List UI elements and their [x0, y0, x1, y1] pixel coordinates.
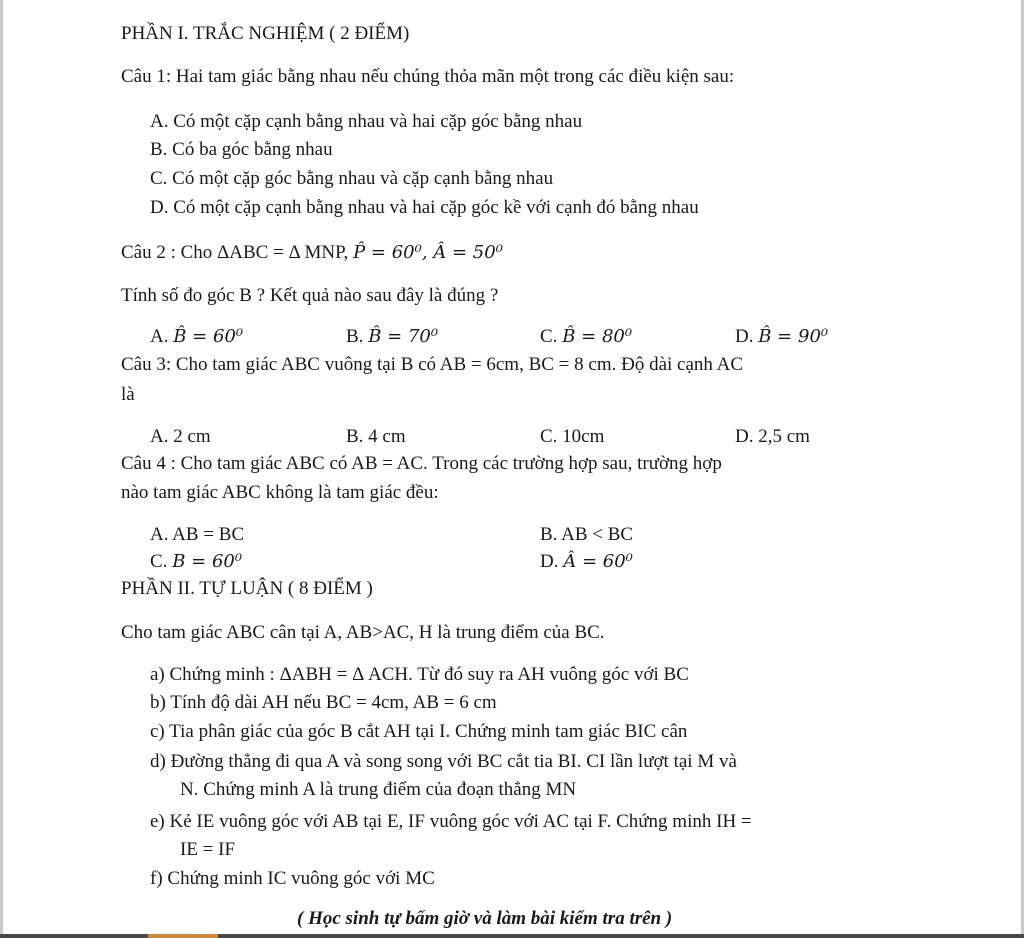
q1-option-b: B. Có ba góc bằng nhau — [150, 139, 333, 160]
q4-option-a: A. AB = BC — [150, 524, 245, 545]
part2-item-e: e) Kẻ IE vuông góc với AB tại E, IF vuông góc với AC tại F. Chứng minh IH = — [150, 811, 752, 832]
page-left-edge — [0, 0, 3, 938]
q4-option-c-letter: C. — [150, 551, 173, 572]
part2-item-c: c) Tia phân giác của góc B cắt AH tại I. Chứng minh tam giác BIC cân — [150, 721, 688, 742]
q4-option-d-math: Â = 60⁰ — [563, 551, 633, 572]
q1-stem: Câu 1: Hai tam giác bằng nhau nếu chúng thỏa mãn một trong các điều kiện sau: — [121, 66, 735, 87]
part2-item-e-continued: IE = IF — [180, 839, 236, 860]
footer-note: ( Học sinh tự bấm giờ và làm bài kiểm tra trên ) — [297, 908, 673, 929]
q1-option-a: A. Có một cặp cạnh bằng nhau và hai cặp góc bằng nhau — [150, 111, 583, 132]
q3-stem-line2: là — [121, 384, 135, 405]
q4-stem-line1: Câu 4 : Cho tam giác ABC có AB = AC. Trong các trường hợp sau, trường hợp — [121, 453, 722, 474]
q2-option-d — [735, 325, 828, 349]
q2-option-a-letter: A. — [150, 326, 174, 347]
q3-option-b: B. 4 cm — [346, 426, 406, 447]
q3-stem-line1: Câu 3: Cho tam giác ABC vuông tại B có AB = 6cm, BC = 8 cm. Độ dài cạnh AC — [121, 354, 743, 375]
part1-heading: PHẦN I. TRẮC NGHIỆM ( 2 ĐIỂM) — [121, 23, 410, 44]
part2-item-f: f) Chứng minh IC vuông góc với MC — [150, 868, 435, 889]
part2-item-d-continued: N. Chứng minh A là trung điểm của đoạn thẳng MN — [180, 779, 577, 800]
part2-item-d: d) Đường thẳng đi qua A và song song với BC cắt tia BI. CI lần lượt tại M và — [150, 751, 737, 772]
viewer-bottom-accent — [148, 934, 218, 938]
q2-question: Tính số đo góc B ? Kết quả nào sau đây là đúng ? — [121, 285, 499, 306]
q3-option-a: A. 2 cm — [150, 426, 211, 447]
q2-option-c-letter: C. — [540, 326, 563, 347]
q2-option-b-letter: B. — [346, 326, 369, 347]
q4-option-d-letter: D. — [540, 551, 564, 572]
q2-stem-math: P̂ = 60⁰, Â = 50⁰ — [353, 242, 503, 263]
q2-option-c-math: B̂ = 80⁰ — [562, 326, 633, 347]
part2-heading: PHẦN II. TỰ LUẬN ( 8 ĐIỂM ) — [121, 578, 373, 599]
part2-item-a: a) Chứng minh : ΔABH = Δ ACH. Từ đó suy ra AH vuông góc với BC — [150, 664, 689, 685]
q2-option-d-math: B̂ = 90⁰ — [758, 326, 829, 347]
q2-option-b-math: B̂ = 70⁰ — [368, 326, 439, 347]
q1-option-c: C. Có một cặp góc bằng nhau và cặp cạnh bằng nhau — [150, 168, 554, 189]
q4-option-c — [150, 550, 242, 574]
part2-problem: Cho tam giác ABC cân tại A, AB>AC, H là trung điểm của BC. — [121, 622, 605, 643]
part2-item-b: b) Tính độ dài AH nếu BC = 4cm, AB = 6 cm — [150, 692, 497, 713]
q4-option-c-math: B = 60⁰ — [172, 551, 243, 572]
q2-option-a-math: B̂ = 60⁰ — [173, 326, 244, 347]
q2-option-a — [150, 325, 243, 349]
q4-option-d — [540, 550, 633, 574]
q3-option-c: C. 10cm — [540, 426, 605, 447]
q2-option-b — [346, 325, 438, 349]
q2-option-c — [540, 325, 632, 349]
q2-stem — [121, 241, 503, 265]
q1-option-d: D. Có một cặp cạnh bằng nhau và hai cặp góc kề với cạnh đó bằng nhau — [150, 197, 699, 218]
q2-stem-prefix: Câu 2 : Cho ΔABC = Δ MNP, — [121, 242, 354, 263]
q2-option-d-letter: D. — [735, 326, 759, 347]
q4-stem-line2: nào tam giác ABC không là tam giác đều: — [121, 482, 439, 503]
q4-option-b: B. AB < BC — [540, 524, 634, 545]
q3-option-d: D. 2,5 cm — [735, 426, 810, 447]
